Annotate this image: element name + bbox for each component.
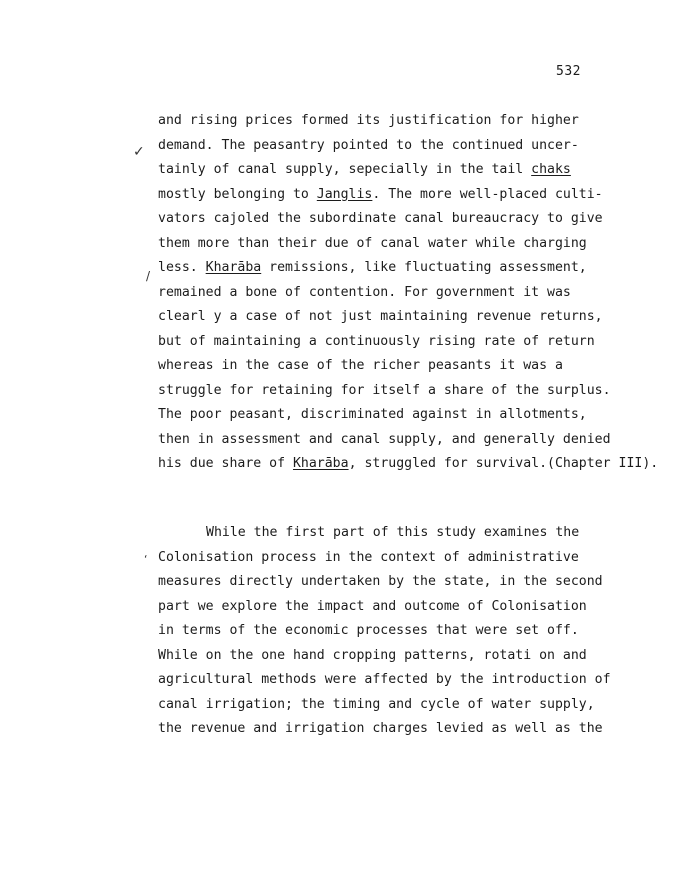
text-line: The poor peasant, discriminated against in allotments, <box>158 407 587 422</box>
text-line: vators cajoled the subordinate canal bureaucracy to give <box>158 211 603 226</box>
text-line: remained a bone of contention. For government it was <box>158 284 571 300</box>
text-line: struggle for retaining for itself a share of the surplus. <box>158 382 611 398</box>
text-line: whereas in the case of the richer peasants it was a <box>158 358 563 373</box>
text-line: part we explore the impact and outcome of Colonisation <box>158 598 587 614</box>
text-line: less. Kharāba remissions, like fluctuating assessment, <box>158 260 587 275</box>
margin-check-mark: ✓ <box>133 144 145 160</box>
text-line: his due share of Kharāba, struggled for survival.(Chapter III). <box>158 456 659 471</box>
text-line: Colonisation process in the context of administrative <box>158 549 579 565</box>
text-line: agricultural methods were affected by the introduction of <box>158 672 611 687</box>
text-line: tainly of canal supply, sepecially in the tail chaks <box>158 162 571 177</box>
text-line: mostly belonging to Janglis. The more well-placed culti- <box>158 186 603 202</box>
text-line: While on the one hand cropping patterns, rotati on and <box>158 647 587 663</box>
text-line: the revenue and irrigation charges levied as well as the <box>158 721 603 736</box>
text-line: then in assessment and canal supply, and generally denied <box>158 431 611 447</box>
margin-tick-mark: ‘ <box>144 553 148 566</box>
text-line: While the first part of this study examines the <box>206 525 580 540</box>
text-line: demand. The peasantry pointed to the continued uncer- <box>158 137 579 153</box>
page-number: 532 <box>556 64 581 79</box>
text-line: clearl y a case of not just maintaining revenue returns, <box>158 309 603 324</box>
text-line: them more than their due of canal water while charging <box>158 235 587 251</box>
text-line: and rising prices formed its justification for higher <box>158 113 579 128</box>
text-line: but of maintaining a continuously rising rate of return <box>158 333 595 349</box>
text-line: measures directly undertaken by the state, in the second <box>158 574 603 589</box>
margin-slash-mark: / <box>146 269 151 283</box>
text-line: canal irrigation; the timing and cycle of water supply, <box>158 696 595 712</box>
text-line: in terms of the economic processes that were set off. <box>158 623 579 638</box>
